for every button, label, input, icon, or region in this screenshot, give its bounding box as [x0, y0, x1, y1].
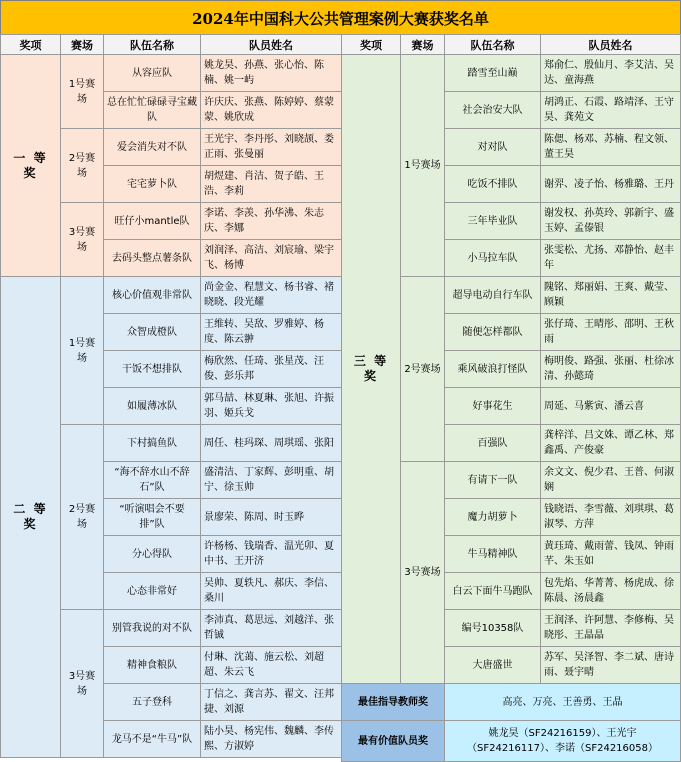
team-name: 下村搞鱼队 [103, 424, 201, 462]
member-names: 梅明俊、路强、张丽、杜徐冰清、孙懿琦 [540, 350, 681, 388]
team-name: 好事花生 [444, 387, 541, 425]
team-name: 如履薄冰队 [103, 387, 201, 425]
member-names: 姚龙昊、孙燕、张心怡、陈楠、姚一屿 [200, 54, 342, 92]
team-name: 牛马精神队 [444, 535, 541, 573]
member-names: 谢发权、孙英玲、郭新宇、盛玉婷、孟傣银 [540, 202, 681, 240]
venue-label: 1号赛场 [60, 276, 104, 425]
team-name: 众智成橙队 [103, 313, 201, 351]
member-names: 吴帅、夏轶凡、郝庆、李信、桑川 [200, 572, 342, 610]
member-names: 包先焰、华菁菁、杨虎成、徐陈晨、汤晨鑫 [540, 572, 681, 610]
member-names: 余文文、倪少君、王普、何淑娴 [540, 461, 681, 499]
member-names: 钱晓语、李雪薇、刘琪琪、葛淑琴、方萍 [540, 498, 681, 536]
column-header: 队伍名称 [103, 34, 201, 55]
team-name: 白云下面牛马跑队 [444, 572, 541, 610]
member-names: 郑俞仁、殷仙月、李艾洁、吴达、童海燕 [540, 54, 681, 92]
best-teacher-award-label: 最佳指导教师奖 [341, 683, 445, 721]
team-name: 宅宅萝卜队 [103, 165, 201, 203]
member-names: 苏军、吴泽智、李二斌、唐诗雨、聂宇晴 [540, 646, 681, 684]
team-name: “听演唱会不要排”队 [103, 498, 201, 536]
member-names: 尚金金、程慧文、杨书睿、褚晓晓、段光耀 [200, 276, 342, 314]
member-names: 李沛真、葛思远、刘越洋、张哲铖 [200, 609, 342, 647]
column-header: 赛场 [400, 34, 445, 55]
column-header: 奖项 [341, 34, 401, 55]
member-names: 张雯松、尤扬、邓静怡、赵丰年 [540, 239, 681, 277]
member-names: 胡煜建、肖洁、贺子皓、王浩、李莉 [200, 165, 342, 203]
team-name: 编号10358队 [444, 609, 541, 647]
venue-label: 1号赛场 [60, 54, 104, 129]
venue-label: 2号赛场 [60, 128, 104, 203]
venue-label: 3号赛场 [400, 461, 445, 684]
column-header: 赛场 [60, 34, 104, 55]
member-names: 黄珏琦、戴雨蕾、钱凤、钟雨芊、朱玉如 [540, 535, 681, 573]
column-header: 奖项 [0, 34, 61, 55]
member-names: 隗铭、郑丽娟、王爽、戴莹、顾颖 [540, 276, 681, 314]
team-name: 大唐盛世 [444, 646, 541, 684]
team-name: 乘风破浪打怪队 [444, 350, 541, 388]
venue-label: 1号赛场 [400, 54, 445, 277]
team-name: 分心得队 [103, 535, 201, 573]
member-names: 李诺、李羡、孙华沸、朱志庆、李娜 [200, 202, 342, 240]
column-header: 队伍名称 [444, 34, 541, 55]
team-name: 对对队 [444, 128, 541, 166]
team-name: 有请下一队 [444, 461, 541, 499]
member-names: 梅欣然、任琦、张星茂、汪俊、彭乐邦 [200, 350, 342, 388]
member-names: 张仔琦、王晴彤、邵明、王秋雨 [540, 313, 681, 351]
member-names: 王润泽、许阿慧、李修梅、吴晓彤、王晶晶 [540, 609, 681, 647]
venue-label: 3号赛场 [60, 202, 104, 277]
venue-label: 2号赛场 [60, 424, 104, 610]
team-name: 三年毕业队 [444, 202, 541, 240]
team-name: 别管我说的对不队 [103, 609, 201, 647]
best-teacher-award-names: 高亮、万亮、王善勇、王晶 [444, 683, 681, 721]
venue-label: 2号赛场 [400, 276, 445, 462]
member-names: 刘润泽、高洁、刘宸瑜、梁宇飞、杨博 [200, 239, 342, 277]
team-name: 爱会消失对不队 [103, 128, 201, 166]
mvp-award-label: 最有价值队员奖 [341, 720, 445, 762]
member-names: 许杨杨、钱瑞香、温光卯、夏中书、王开济 [200, 535, 342, 573]
team-name: 精神食粮队 [103, 646, 201, 684]
team-name: 五子登科 [103, 683, 201, 721]
member-names: 丁信之、龚言苏、翟文、汪邦捷、刘源 [200, 683, 342, 721]
member-names: 周延、马紫寅、潘云喜 [540, 387, 681, 425]
member-names: 景廖荣、陈周、时玉晔 [200, 498, 342, 536]
venue-label: 3号赛场 [60, 609, 104, 758]
member-names: 王光宇、李丹彤、刘晓颉、娄正雨、张曼丽 [200, 128, 342, 166]
team-name: 龙马不是“牛马”队 [103, 720, 201, 758]
member-names: 陆小昊、杨宪伟、魏麟、李传熙、方淑婷 [200, 720, 342, 758]
prize-tier-label: 三 等 奖 [341, 54, 401, 684]
team-name: 旺仔小mantle队 [103, 202, 201, 240]
team-name: 干饭不想排队 [103, 350, 201, 388]
team-name: 随便怎样都队 [444, 313, 541, 351]
member-names: 郭马喆、林夏琳、张旭、许振羽、姬兵戈 [200, 387, 342, 425]
member-names: 许庆庆、张燕、陈婷婷、蔡蒙蒙、姚欣成 [200, 91, 342, 129]
team-name: 去码头整点薯条队 [103, 239, 201, 277]
team-name: 魔力胡萝卜 [444, 498, 541, 536]
column-header: 队员姓名 [540, 34, 681, 55]
member-names: 周任、桂玛琛、周琪瑶、张阳 [200, 424, 342, 462]
member-names: 付琳、沈蔼、施云松、刘超超、朱云飞 [200, 646, 342, 684]
team-name: 超导电动自行车队 [444, 276, 541, 314]
prize-tier-label: 二 等 奖 [0, 276, 61, 758]
team-name: 吃饭不排队 [444, 165, 541, 203]
team-name: 社会治安大队 [444, 91, 541, 129]
team-name: 核心价值观非常队 [103, 276, 201, 314]
team-name: 踏雪至山巅 [444, 54, 541, 92]
team-name: “海不辞水山不辞石”队 [103, 461, 201, 499]
team-name: 心态非常好 [103, 572, 201, 610]
member-names: 胡鸿正、石霞、路靖泽、王守昊、龚苑文 [540, 91, 681, 129]
team-name: 百强队 [444, 424, 541, 462]
team-name: 总在忙忙碌碌寻宝藏队 [103, 91, 201, 129]
member-names: 王维转、吴敌、罗雅婷、杨度、陈云翀 [200, 313, 342, 351]
page-title: 2024年中国科大公共管理案例大赛获奖名单 [0, 0, 681, 36]
member-names: 陈偲、杨邓、苏楠、程文领、董王昊 [540, 128, 681, 166]
team-name: 从容应队 [103, 54, 201, 92]
member-names: 龚梓洋、吕文姝、谭乙林、郑鑫禹、产俊豪 [540, 424, 681, 462]
member-names: 谢羿、凌子怡、杨雅璐、王丹 [540, 165, 681, 203]
team-name: 小马拉车队 [444, 239, 541, 277]
prize-tier-label: 一 等 奖 [0, 54, 61, 277]
mvp-award-names: 姚龙昊（SF24216159）、王光宇（SF24216117）、李诺（SF24216058） [444, 720, 681, 762]
member-names: 盛清洁、丁家辉、彭明重、胡宁、徐玉帅 [200, 461, 342, 499]
column-header: 队员姓名 [200, 34, 342, 55]
